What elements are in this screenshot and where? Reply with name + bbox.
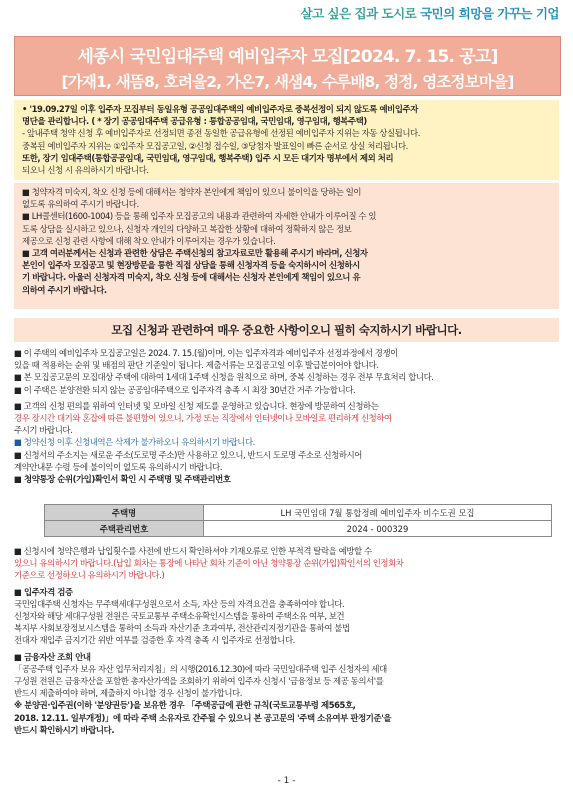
body-line: ※ 분양권·입주권(이하 '분양권등')을 보유한 경우 「주택공급에 관한 규칙(국토교통부령 제565호, (14, 700, 356, 711)
body-line: 주시기 바랍니다. (14, 425, 73, 436)
important-notice-heading: 모집 신청과 관련하여 매우 중요한 사항이오니 필히 숙지하시기 바랍니다. (14, 318, 559, 342)
note1-line: - 앞내주택 청약 신청 후 예비입주자로 선정되면 종전 동일한 공급유형에 선정된 예비입주자 지위는 자동 상실됩니다. (22, 128, 420, 139)
note1-line: 되오니 신청 시 유의하시기 바랍니다. (22, 165, 149, 176)
body-line: 전대자 재입주 금지기간 위반 여부를 검증한 후 자격 충족 시 입주자로 선정합니다. (14, 635, 295, 646)
body-line: 복지부 사회보장정보시스템을 통하여 소득과 자산기준 초과여부, 전산관리지정기관을 통하여 불법 (14, 623, 350, 634)
body-line: 계약안내문 수령 등에 불이익이 없도록 유의하시기 바랍니다. (14, 461, 223, 472)
note2-line: 의하여 주시기 바랍니다. (22, 284, 107, 295)
housing-info-table (44, 504, 552, 537)
note1-line: 또한, 장기 임대주택(통합공공임대, 국민임대, 영구임대, 행복주택) 입주 시 모든 대기자 명부에서 제외 처리 (22, 152, 394, 163)
body-line: 2018. 12.11. 일부개정)」에 따라 주택 소유자로 간주될 수 있으니 본 공고문의 '주택 소유여부 판정기준'을 (14, 712, 392, 723)
slogan-part2: 국민의 희망을 가꾸는 기업 (420, 6, 559, 21)
note2-line: ■ 고객 여러분께서는 신청과 관련한 상담은 주택신청의 참고자료로만 활용해 주시기 바라며, 신청자 (22, 248, 368, 259)
note2-line: 없도록 유의하여 주시기 바랍니다. (22, 199, 139, 210)
body-line: 있으니 유의하시기 바랍니다.(납입 회차는 통장에 나타난 회차 기준이 아닌 청약통장 순위(가입)확인서의 인정회차 (14, 558, 404, 569)
body-line: ■ 청약신청 이후 신청내역은 삭제가 불가하오니 유의하시기 바랍니다. (14, 437, 255, 448)
title-line2: [가재1, 새뜸8, 호려울2, 가온7, 새샘4, 수루배8, 정정, 영조정보마을] (61, 73, 514, 91)
body-line: ■ 신청서의 주소지는 새로운 주소(도로명 주소)만 사용하고 있으니, 반드시 도로명 주소로 신청하시어 (14, 449, 363, 460)
table-value: LH 국민임대 7월 통합정례 예비입주자 비수도권 모집 (204, 505, 552, 521)
note2-line: 도록 상담을 실시하고 있으나, 신청자 개인의 다양하고 복잡한 상황에 대하여 정확하지 않은 정보 (22, 223, 352, 234)
body-line: ■ 금융자산 조회 안내 (14, 651, 91, 662)
note2-line: ■ LH콜센터(1600-1004) 등을 통해 입주자 모집공고의 내용과 관련하여 자세한 안내가 이루어질 수 있 (22, 211, 377, 222)
slogan-part1: 살고 싶은 집과 도시로 (300, 6, 417, 21)
table-row (45, 505, 552, 521)
note2-line: 기 바랍니다. 아울러 신청자격 미숙지, 착오 신청 등에 대해서는 신청자 본인에게 책임이 있으니 유 (22, 272, 361, 283)
body-line: 있을 때 적용하는 순위 및 배점의 판단 기준일이 됩니다. 제출서류는 모집공고일 이후 발급분이어야 합니다. (14, 360, 379, 371)
body-line: 경우 장시간 대기와 혼잡에 따른 불편함이 있으니, 가정 또는 직장에서 인터넷이나 모바일로 편리하게 신청하여 (14, 413, 392, 424)
body-line: 국민임대주택 신청자는 무주택세대구성원으로서 소득, 자산 등의 자격요건을 충족하여야 합니다. (14, 598, 345, 609)
body-line: 반드시 제출하여야 하며, 제출하지 아니할 경우 신청이 불가합니다. (14, 688, 242, 699)
note1-line: 중복된 예비입주자 지위는 ①입주자 모집공고일, ②신청 접수일, ③당첨자 발표일이 빠른 순서로 상실 처리됩니다. (22, 140, 408, 151)
body-line: ■ 이 주택은 분양전환 되지 않는 공공임대주택으로 입주자격 충족 시 최장 30년간 거주 가능합니다. (14, 384, 356, 395)
body-line: 반드시 확인하시기 바랍니다. (14, 724, 115, 735)
body-section-1 (14, 347, 559, 485)
title-line1: 세종시 국민임대주택 예비입주자 모집[2024. 7. 15. 공고] (77, 47, 498, 67)
page-number: - 1 - (277, 776, 296, 786)
slogan (301, 4, 559, 22)
body-line: 신청자와 해당 세대구성원 전원은 국토교통부 주택소유확인시스템을 통하여 주택소유 여부, 보건 (14, 611, 345, 622)
table-label: 주택관리번호 (45, 521, 204, 537)
note1-line: 명단을 관리합니다. ( * 장기 공공임대주택 공급유형 : 통합공공임대, 국민임대, 영구임대, 행복주택) (22, 116, 367, 127)
body-line: 기준으로 선정하오니 유의하시기 바랍니다.) (14, 570, 165, 581)
note2-line: ■ 청약자격 미숙지, 착오 신청 등에 대해서는 청약자 본인에게 책임이 있으니 불이익을 당하는 일이 (22, 187, 362, 197)
body-line: ■ 본 모집공고문의 모집대상 주택에 대하여 1세대 1주택 신청을 원칙으로 하며, 중복 신청하는 경우 전부 무효처리 합니다. (14, 372, 434, 383)
body-line: ■ 청약통장 순위(가입)확인서 확인 시 주택명 및 주택관리번호 (14, 474, 231, 485)
body-line: ■ 이 주택의 예비입주자 모집공고일은 2024. 7. 15.(월)이며, 이는 입주자격과 예비입주자 선정과정에서 경쟁이 (14, 348, 398, 358)
table-row (45, 521, 552, 537)
body-line: ■ 신청시에 청약은행과 납입횟수를 사전에 반드시 확인하셔야 기재오류로 인한 부적격 탈락을 예방할 수 (14, 546, 372, 556)
body-line: ■ 고객의 신청 편의를 위하여 인터넷 및 모바일 신청 제도를 운영하고 있습니다. 현장에 방문하여 신청하는 (14, 400, 379, 411)
note2-line: 본인이 입주자 모집공고 및 현장방문을 통한 직접 상담을 통해 신청자격 등을 숙지하시어 신청하시 (22, 260, 360, 271)
note2-line: 제공으로 신청 관련 사항에 대해 착오 안내가 이루어지는 경우가 있습니다. (22, 235, 276, 246)
notice-box-pink (14, 183, 559, 309)
body-section-2 (14, 545, 559, 736)
table-label: 주택명 (45, 505, 204, 521)
table-value: 2024 - 000329 (204, 521, 552, 537)
body-line: 구성원 전원은 금융자산을 포함한 총자산가액을 조회하기 위하여 입주자 신청시 '금융정보 등 제공 동의서'를 (14, 676, 384, 687)
body-line: 「공공주택 입주자 보유 자산 업무처리지침」의 시행(2016.12.30)에 따라 국민임대주택 입주 신청자의 세대 (14, 663, 387, 674)
note1-line: • '19.09.27일 이후 입주자 모집부터 동일유형 공공임대주택의 예비입주자로 중복선정이 되지 않도록 예비입주자 (22, 104, 418, 114)
body-line: ■ 입주자격 검증 (14, 586, 73, 597)
notice-box-yellow (14, 100, 559, 180)
title-banner (14, 36, 561, 96)
